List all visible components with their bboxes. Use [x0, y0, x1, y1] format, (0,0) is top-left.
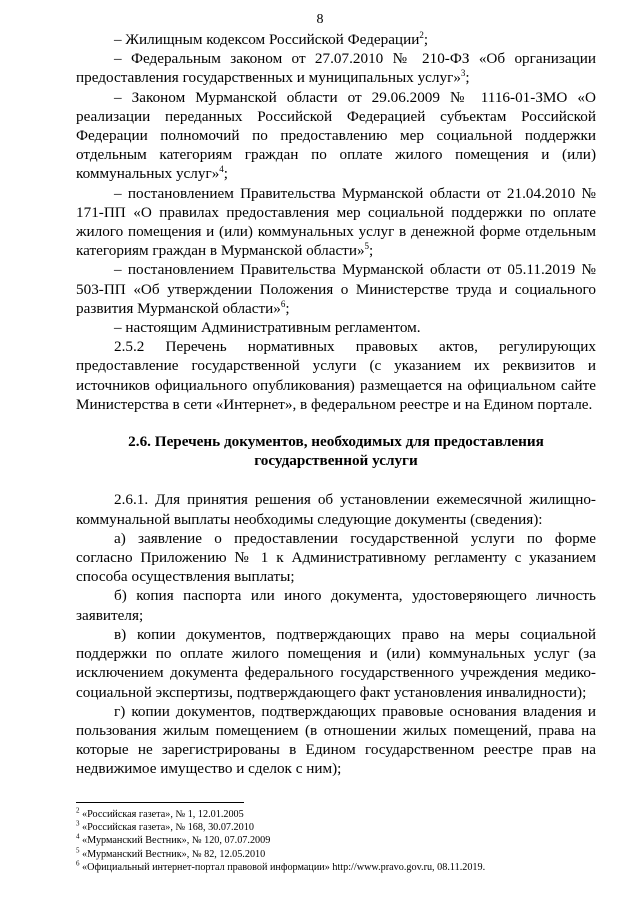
footnote-ref: 4: [219, 164, 224, 175]
footnotes: [76, 808, 596, 874]
paragraph-resolution-503: – постановлением Правительства Мурманской области от 05.11.2019 № 503-ПП «Об утверждении Положения о Министерстве труда и социального развития Мурманской области»$^6$;: [76, 261, 596, 317]
document-body: [76, 30, 596, 779]
footnote-4: $^4$ «Мурманский Вестник», № 120, 07.07.2009: [76, 833, 271, 847]
list-item-v: в) копии документов, подтверждающих право на меры социальной поддержки по оплате жилого помещения и (или) коммунальных услуг (за исключением документа федерального государственного учреждения медико-социальной экспертизы, подтверждающего факт установления инвалидности);: [76, 625, 596, 701]
footnote-ref: 6: [280, 298, 286, 309]
paragraph-2-6-1: 2.6.1. Для принятия решения об установлении ежемесячной жилищно-коммунальной выплаты необходимы следующие документы (сведения):: [76, 491, 596, 528]
footnote-3: $^3$ «Российская газета», № 168, 30.07.2010: [76, 819, 254, 834]
page-number: 8: [316, 12, 324, 27]
list-item-b: б) копия паспорта или иного документа, удостоверяющего личность заявителя;: [76, 587, 596, 624]
footnote-separator: [76, 802, 244, 803]
section-heading-2-6: [76, 432, 596, 470]
footnote-ref: 3: [460, 68, 466, 79]
footnote-2: $^2$ «Российская газета», № 1, 12.01.2005: [76, 806, 244, 820]
paragraph-2-5-2: 2.5.2 Перечень нормативных правовых актов, регулирующих предоставление государственной услуги (с указанием их реквизитов и источников официального опубликования) размещается на официальном сайте Министерства в сети «Интернет», в федеральном реестре и на Едином портале.: [76, 338, 596, 413]
paragraph-federal-law: – Федеральным законом от 27.07.2010 № 210-ФЗ «Об организации предоставления государственных и муниципальных услуг»$^3$;: [76, 50, 596, 87]
paragraph-resolution-171: – постановлением Правительства Мурманской области от 21.04.2010 № 171-ПП «О правилах предоставления мер социальной поддержки по оплате жилого помещения и (или) коммунальных услуг в денежной форме отдельным категориям граждан в Мурманской области»$^5$;: [76, 184, 596, 260]
footnote-ref: 5: [364, 241, 370, 252]
paragraph-housing-code: – Жилищным кодексом Российской Федерации$^2$;: [114, 29, 429, 48]
list-item-g: г) копии документов, подтверждающих правовые основания владения и пользования жилым помещением (в отношении жилых помещений, права на которые не зарегистрированы в Едином государственном реестре прав на недвижимое имущество и сделок с ним);: [76, 702, 596, 778]
footnote-ref: 2: [419, 29, 424, 40]
paragraph-regional-law: – Законом Мурманской области от 29.06.2009 № 1116-01-ЗМО «О реализации переданных Российской Федерацией субъектам Российской Федерации полномочий по предоставлению мер социальной поддержки отдельным категориям граждан по оплате жилого помещения и (или) коммунальных услуг»$^4$;: [76, 88, 596, 183]
footnote-6: $^6$ «Официальный интернет-портал правовой информации» http://www.pravo.gov.ru, 08.11.2019.: [76, 859, 486, 873]
list-item-a: а) заявление о предоставлении государственной услуги по форме согласно Приложению № 1 к Административному регламенту с указанием способа осуществления выплаты;: [76, 529, 596, 586]
paragraph-this-regulation: – настоящим Административным регламентом.: [114, 319, 421, 337]
footnote-5: $^5$ «Мурманский Вестник», № 82, 12.05.2010: [76, 846, 266, 860]
heading-line-2: государственной услуги: [254, 452, 418, 470]
heading-line-1: 2.6. Перечень документов, необходимых для предоставления: [128, 433, 544, 451]
